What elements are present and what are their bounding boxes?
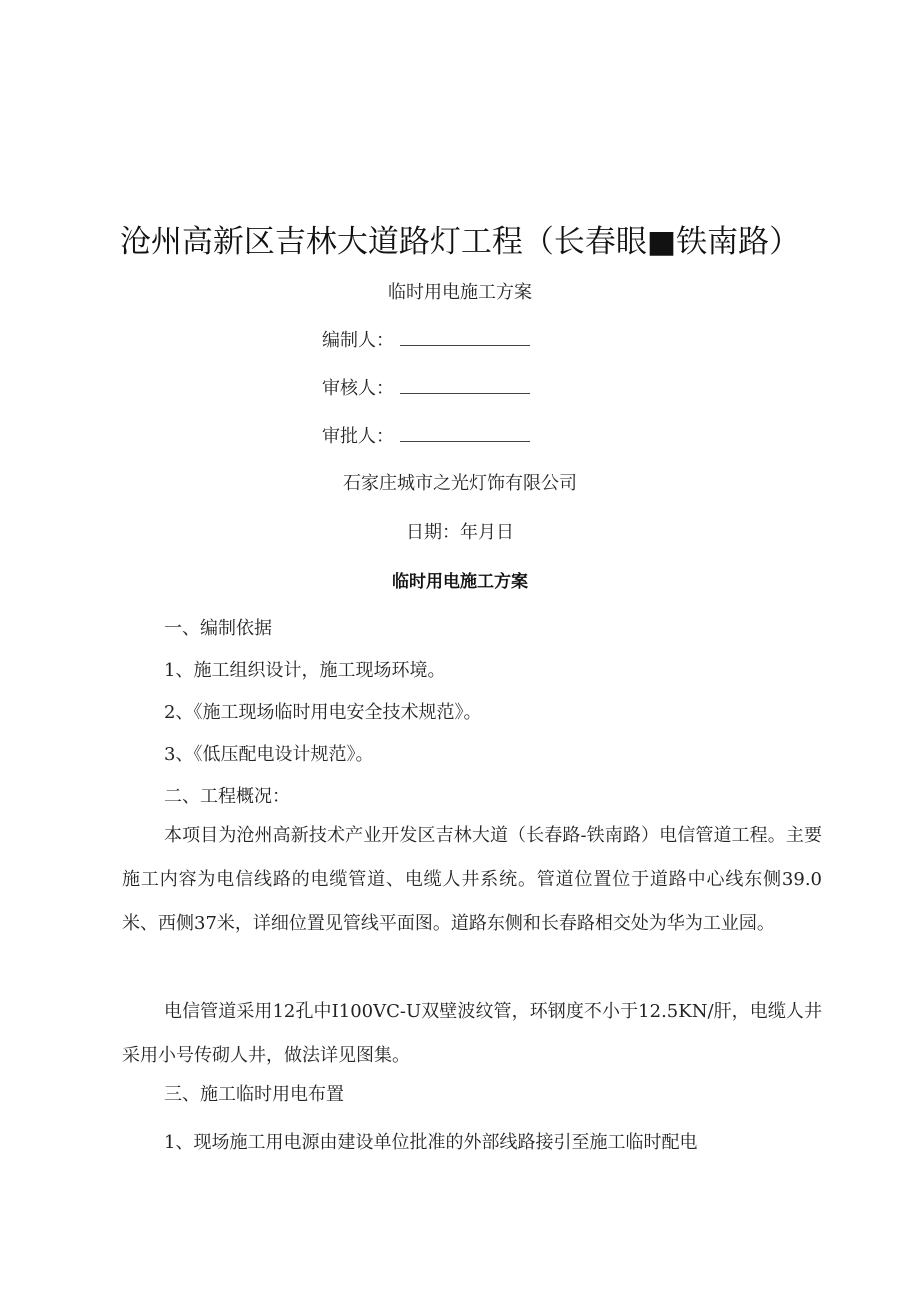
- layout-item: 1、现场施工用电源由建设单位批准的外部线路接引至施工临时配电: [164, 1132, 698, 1153]
- section-title: 临时用电施工方案: [392, 572, 528, 592]
- signature-blank-line: [400, 331, 530, 346]
- basis-heading: 一、编制依据: [164, 618, 272, 639]
- signature-row-approver: [322, 422, 530, 448]
- layout-heading: 三、施工临时用电布置: [164, 1084, 344, 1105]
- main-title: 沧州高新区吉林大道路灯工程（长春眼■铁南路）: [119, 224, 801, 260]
- basis-item: 2、《施工现场临时用电安全技术规范》。: [164, 702, 482, 723]
- signature-label: 审批人：: [322, 426, 394, 447]
- signature-label: 编制人：: [322, 330, 394, 351]
- overview-paragraph: 本项目为沧州高新技术产业开发区吉林大道（长春路-铁南路）电信管道工程。主要施工内容为电信线路的电缆管道、电缆人井系统。管道位置位于道路中心线东侧39.0米、西侧37米，详细位置见管线平面图。道路东侧和长春路相交处为华为工业园。: [122, 825, 822, 934]
- signature-blank-line: [400, 427, 530, 442]
- date-line: 日期：年月日: [406, 522, 514, 543]
- signature-blank-line: [400, 379, 530, 394]
- signature-row-reviewer: [322, 374, 530, 400]
- signature-row-compiler: [322, 326, 530, 352]
- basis-item: 3、《低压配电设计规范》。: [164, 744, 374, 765]
- signature-label: 审核人：: [322, 378, 394, 399]
- subtitle: 临时用电施工方案: [388, 282, 532, 303]
- overview-heading: 二、工程概况：: [164, 786, 290, 807]
- basis-item: 1、施工组织设计，施工现场环境。: [164, 660, 446, 681]
- overview-paragraph: 电信管道采用12孔中I100VC-U双壁波纹管，环钢度不小于12.5KN/肝，电缆人井采用小号传砌人井，做法详见图集。: [122, 1001, 822, 1066]
- company-name: 石家庄城市之光灯饰有限公司: [343, 473, 577, 494]
